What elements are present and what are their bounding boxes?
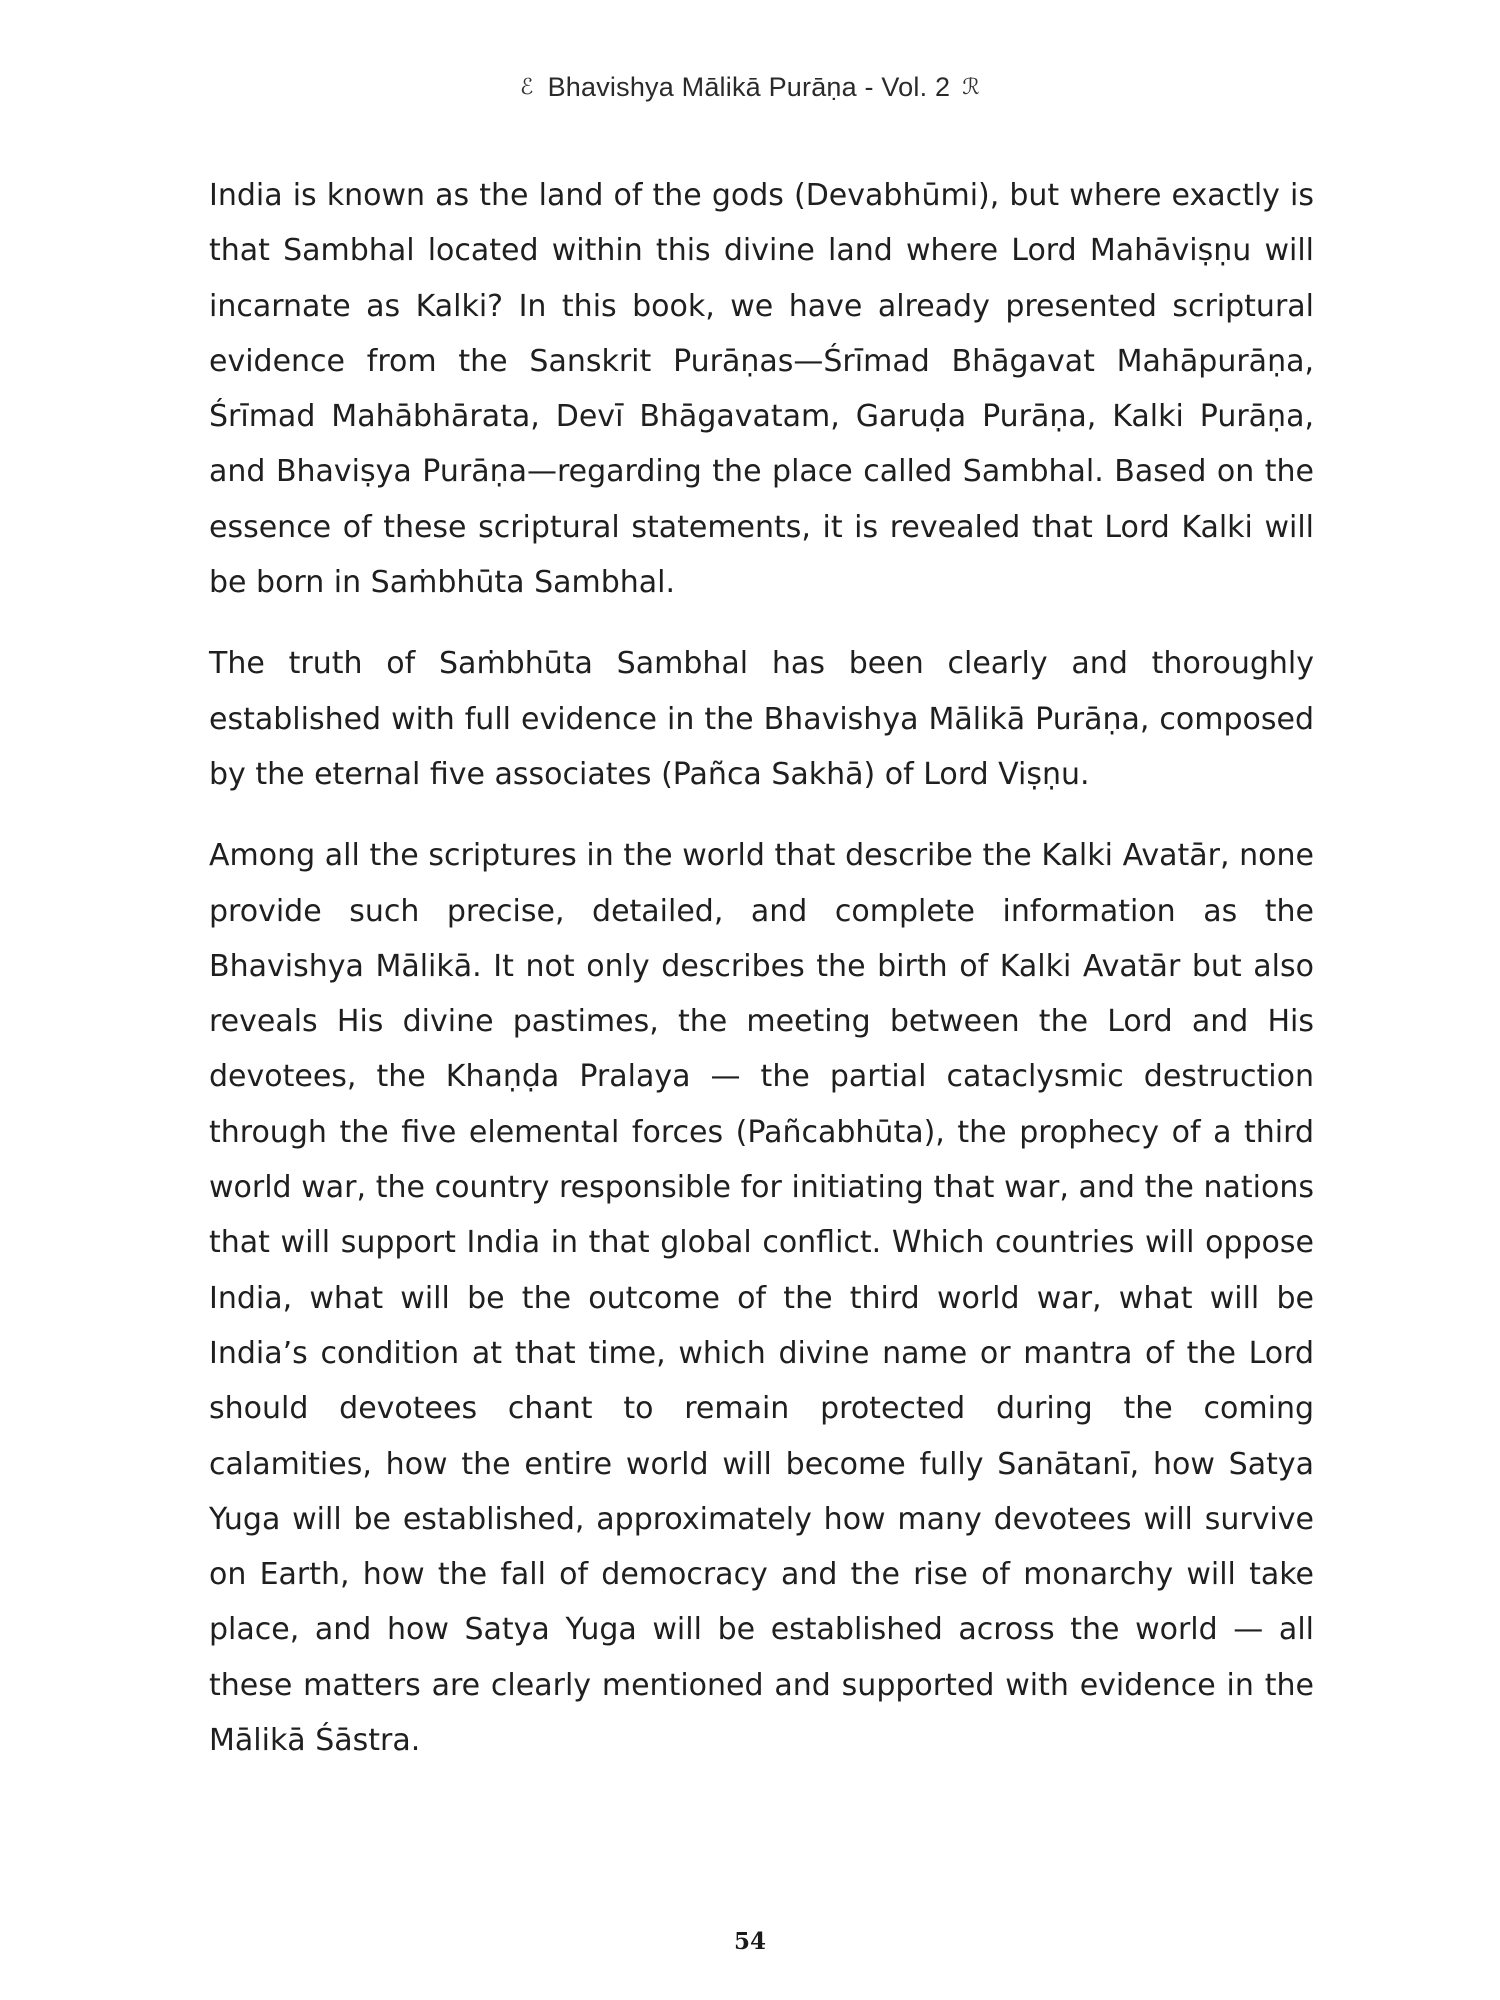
running-header	[0, 72, 1500, 103]
paragraph-3: Among all the scriptures in the world that describe the Kalki Avatār, none provide such precise, detailed, and complete information as the Bhavishya Mālikā. It not only describes the birth of Kalki Avatār but also reveals His divine pastimes, the meeting between the Lord and His devotees, the Khaṇḍa Pralaya — the partial cataclysmic destruction through the five elemental forces (Pañcabhūta), the prophecy of a third world war, the country responsible for initiating that war, and the nations that will support India in that global conflict. Which countries will oppose India, what will be the outcome of the third world war, what will be India’s condition at that time, which divine name or mantra of the Lord should devotees chant to remain protected during the coming calamities, how the entire world will become fully Sanātanī, how Satya Yuga will be established, approximately how many devotees will survive on Earth, how the fall of democracy and the rise of monarchy will take place, and how Satya Yuga will be established across the world — all these matters are clearly mentioned and supported with evidence in the Mālikā Śāstra.	[209, 838, 1314, 1759]
header-ornament-right-icon: ℛ	[962, 75, 980, 100]
paragraph-1: India is known as the land of the gods (Devabhūmi), but where exactly is that Sambhal located within this divine land where Lord Mahāviṣṇu will incarnate as Kalki? In this book, we have already presented scriptural evidence from the Sanskrit Purāṇas—Śrīmad Bhāgavat Mahāpurāṇa, Śrīmad Mahābhārata, Devī Bhāgavatam, Garuḍa Purāṇa, Kalki Purāṇa, and Bhaviṣya Purāṇa—regarding the place called Sambhal. Based on the essence of these scriptural statements, it is revealed that Lord Kalki will be born in Saṁbhūta Sambhal.	[209, 178, 1314, 601]
header-title: Bhavishya Mālikā Purāṇa - Vol. 2	[547, 72, 951, 102]
page-number: 54	[733, 1928, 766, 1955]
header-ornament-left-icon: ℰ	[520, 75, 534, 100]
paragraph-2: The truth of Saṁbhūta Sambhal has been clearly and thoroughly established with full evidence in the Bhavishya Mālikā Purāṇa, composed by the eternal five associates (Pañca Sakhā) of Lord Viṣṇu.	[209, 646, 1314, 792]
body-text	[209, 168, 1314, 1794]
